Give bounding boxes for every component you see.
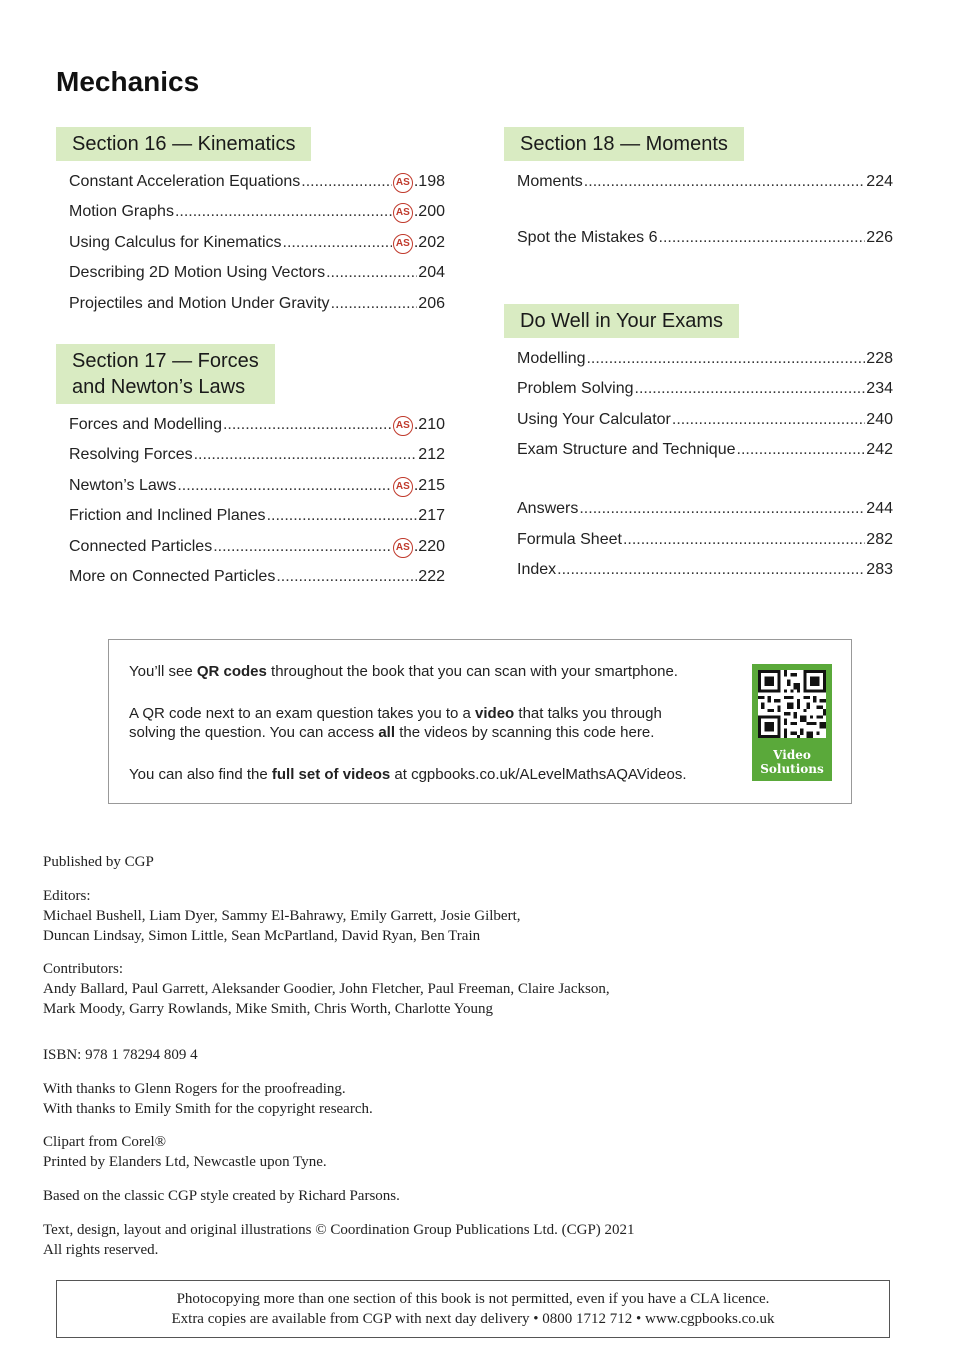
toc-entry-title: Projectiles and Motion Under Gravity: [69, 294, 330, 312]
toc-entry-title: Index: [517, 561, 557, 579]
toc-entry-title: Exam Structure and Technique: [517, 440, 736, 458]
exams-heading: Do Well in Your Exams: [504, 304, 739, 338]
toc-entry-title: More on Connected Particles: [69, 567, 276, 585]
contributors-line: Andy Ballard, Paul Garrett, Aleksander Goodier, John Fletcher, Paul Freeman, Claire Jackson,: [43, 981, 610, 997]
qr-text: throughout the book that you can scan with your smartphone.: [266, 663, 678, 680]
leader-dots: [301, 167, 392, 197]
qr-text: at cgpbooks.co.uk/ALevelMathsAQAVideos.: [390, 766, 687, 783]
editors-line: Duncan Lindsay, Simon Little, Sean McPartland, David Ryan, Ben Train: [43, 928, 481, 944]
leader-dots: [326, 258, 417, 288]
qr-text: that talks you through: [514, 705, 662, 722]
toc-entry-page: 244: [866, 500, 893, 518]
toc-entry[interactable]: [56, 532, 448, 562]
thanks-block: [43, 1079, 373, 1119]
contributors-block: [43, 959, 610, 1019]
section-17-heading-line2: and Newton’s Laws: [72, 375, 246, 398]
toc-entry[interactable]: [56, 562, 448, 592]
toc-entry[interactable]: [504, 374, 896, 404]
section-17-list: [56, 410, 448, 592]
toc-entry-title: Moments: [517, 173, 583, 190]
leader-dots: [737, 435, 866, 465]
qr-info-box: [108, 639, 852, 804]
printing-block: [43, 1132, 327, 1172]
qr-text-bold: full set of videos: [271, 766, 391, 783]
toc-left-column: [56, 127, 448, 592]
toc-entry[interactable]: [504, 555, 896, 585]
toc-entry-title: Spot the Mistakes 6: [517, 229, 658, 247]
exams-list: [504, 344, 896, 466]
leader-dots: [177, 471, 392, 501]
isbn: ISBN: 978 1 78294 809 4: [43, 1047, 198, 1063]
leader-dots: [623, 525, 865, 555]
toc-entry-title: Constant Acceleration Equations: [69, 173, 301, 190]
leader-dots: [267, 501, 418, 531]
thanks-line: With thanks to Glenn Rogers for the proofreading.: [43, 1081, 346, 1097]
leader-dots: [331, 289, 418, 319]
qr-info-line: [129, 662, 678, 681]
leader-dots: [175, 197, 392, 227]
qr-text: You’ll see: [129, 663, 197, 680]
leader-dots: [276, 562, 417, 592]
section-17-heading: [56, 344, 275, 404]
editors-label: Editors:: [43, 888, 91, 904]
toc-entry[interactable]: [56, 258, 448, 288]
publisher-line: Published by CGP: [43, 854, 154, 870]
toc-entry-title: Using Your Calculator: [517, 410, 671, 428]
qr-info-line: [129, 765, 687, 784]
qr-text-bold: all: [378, 724, 396, 741]
toc-entry[interactable]: [504, 223, 896, 253]
toc-entry[interactable]: [56, 410, 448, 440]
leader-dots: [584, 167, 866, 197]
toc-entry[interactable]: [56, 289, 448, 319]
toc-entry-title: Friction and Inclined Planes: [69, 507, 266, 525]
qr-code-icon: [758, 670, 826, 738]
toc-entry-page: 228: [866, 349, 893, 367]
toc-entry-page: .220: [413, 537, 445, 555]
qr-text: A QR code next to an exam question takes you to a: [129, 705, 476, 722]
toc-entry-title: Motion Graphs: [69, 203, 174, 221]
back-matter-list: [504, 494, 896, 585]
toc-entry-title: Forces and Modelling: [69, 415, 222, 433]
contributors-label: Contributors:: [43, 961, 124, 977]
as-badge-icon: AS: [393, 173, 413, 193]
toc-entry-page: 204: [418, 264, 445, 282]
photocopy-notice-box: [56, 1280, 890, 1338]
toc-entry-title: Describing 2D Motion Using Vectors: [69, 264, 326, 282]
toc-entry[interactable]: [56, 167, 448, 197]
toc-entry-page: .200: [413, 203, 445, 221]
qr-info-line: [129, 704, 662, 723]
toc-entry-page: 224: [866, 173, 893, 190]
toc-entry[interactable]: [504, 494, 896, 524]
editors-line: Michael Bushell, Liam Dyer, Sammy El-Bahrawy, Emily Garrett, Josie Gilbert,: [43, 908, 521, 924]
section-18-heading: Section 18 — Moments: [504, 127, 744, 161]
clipart-line: Clipart from Corel®: [43, 1134, 167, 1150]
thanks-line: With thanks to Emily Smith for the copyright research.: [43, 1101, 373, 1117]
contributors-line: Mark Moody, Garry Rowlands, Mike Smith, Chris Worth, Charlotte Young: [43, 1001, 494, 1017]
toc-entry[interactable]: [56, 471, 448, 501]
toc-entry-page: .202: [413, 233, 445, 251]
leader-dots: [194, 440, 418, 470]
toc-entry-title: Connected Particles: [69, 537, 213, 555]
leader-dots: [635, 374, 866, 404]
leader-dots: [579, 494, 865, 524]
section-18-list: [504, 167, 896, 254]
qr-info-line: [129, 723, 654, 742]
toc-entry-title: Resolving Forces: [69, 446, 193, 464]
toc-entry-page: 282: [866, 530, 893, 548]
qr-text: the videos by scanning this code here.: [395, 724, 655, 741]
toc-entry[interactable]: [56, 197, 448, 227]
toc-entry-title: Modelling: [517, 349, 586, 367]
copyright-line: Text, design, layout and original illustrations © Coordination Group Publications Ltd. (CGP) 2021: [43, 1222, 635, 1238]
as-badge-icon: AS: [393, 203, 413, 223]
toc-entry-page: 206: [418, 294, 445, 312]
toc-entry-page: 217: [418, 507, 445, 525]
toc-entry[interactable]: [504, 525, 896, 555]
qr-text: You can also find the: [129, 766, 272, 783]
leader-dots: [283, 228, 392, 258]
toc-entry-title: Problem Solving: [517, 380, 634, 398]
printed-line: Printed by Elanders Ltd, Newcastle upon Tyne.: [43, 1154, 327, 1170]
toc-entry-page: 226: [866, 229, 893, 247]
toc-entry-page: .198: [413, 173, 445, 190]
as-badge-icon: AS: [393, 538, 413, 558]
photocopy-notice-line: Photocopying more than one section of this book is not permitted, even if you have a CLA licence.: [176, 1291, 770, 1307]
leader-dots: [586, 344, 865, 374]
toc-entry-page: 222: [418, 567, 445, 585]
as-badge-icon: AS: [393, 234, 413, 254]
video-solutions-label: [758, 748, 826, 776]
toc-entry-title: Newton’s Laws: [69, 476, 177, 494]
qr-text-bold: video: [475, 705, 515, 722]
video-solutions-label-line1: Video: [773, 748, 811, 762]
toc-entry[interactable]: [504, 435, 896, 465]
section-17-heading-line1: Section 17 — Forces: [72, 349, 259, 372]
as-badge-icon: AS: [393, 416, 413, 436]
toc-entry-page: 283: [866, 561, 893, 579]
leader-dots: [213, 532, 392, 562]
leader-dots: [223, 410, 392, 440]
leader-dots: [557, 555, 865, 585]
editors-block: [43, 886, 520, 946]
as-badge-icon: AS: [393, 477, 413, 497]
qr-text: solving the question. You can access: [129, 724, 379, 741]
copyright-line: All rights reserved.: [43, 1242, 159, 1258]
toc-entry-page: 240: [866, 410, 893, 428]
toc-entry-title: Formula Sheet: [517, 530, 622, 548]
toc-right-column: [504, 127, 896, 586]
section-16-heading: Section 16 — Kinematics: [56, 127, 311, 161]
toc-entry[interactable]: [504, 167, 896, 197]
toc-entry-page: 234: [866, 380, 893, 398]
toc-entry[interactable]: [56, 501, 448, 531]
toc-entry[interactable]: [504, 344, 896, 374]
qr-text-bold: QR codes: [196, 663, 267, 680]
video-solutions-qr-badge[interactable]: [752, 664, 832, 781]
toc-entry[interactable]: [56, 228, 448, 258]
extra-copies-line: Extra copies are available from CGP with next day delivery • 0800 1712 712 • www.cgpbooks.co.uk: [171, 1311, 775, 1327]
section-16-list: [56, 167, 448, 319]
toc-entry-page: 242: [866, 440, 893, 458]
page-title: Mechanics: [56, 66, 200, 97]
toc-entry-page: 212: [418, 446, 445, 464]
toc-entry-page: .215: [413, 476, 445, 494]
leader-dots: [672, 405, 865, 435]
copyright-block: [43, 1220, 635, 1260]
leader-dots: [659, 223, 866, 253]
toc-entry[interactable]: [56, 440, 448, 470]
video-solutions-label-line2: Solutions: [760, 762, 824, 776]
toc-entry-title: Using Calculus for Kinematics: [69, 233, 282, 251]
based-on-line: Based on the classic CGP style created by Richard Parsons.: [43, 1188, 400, 1204]
toc-entry[interactable]: [504, 405, 896, 435]
toc-entry-page: .210: [413, 415, 445, 433]
toc-entry-title: Answers: [517, 500, 579, 518]
